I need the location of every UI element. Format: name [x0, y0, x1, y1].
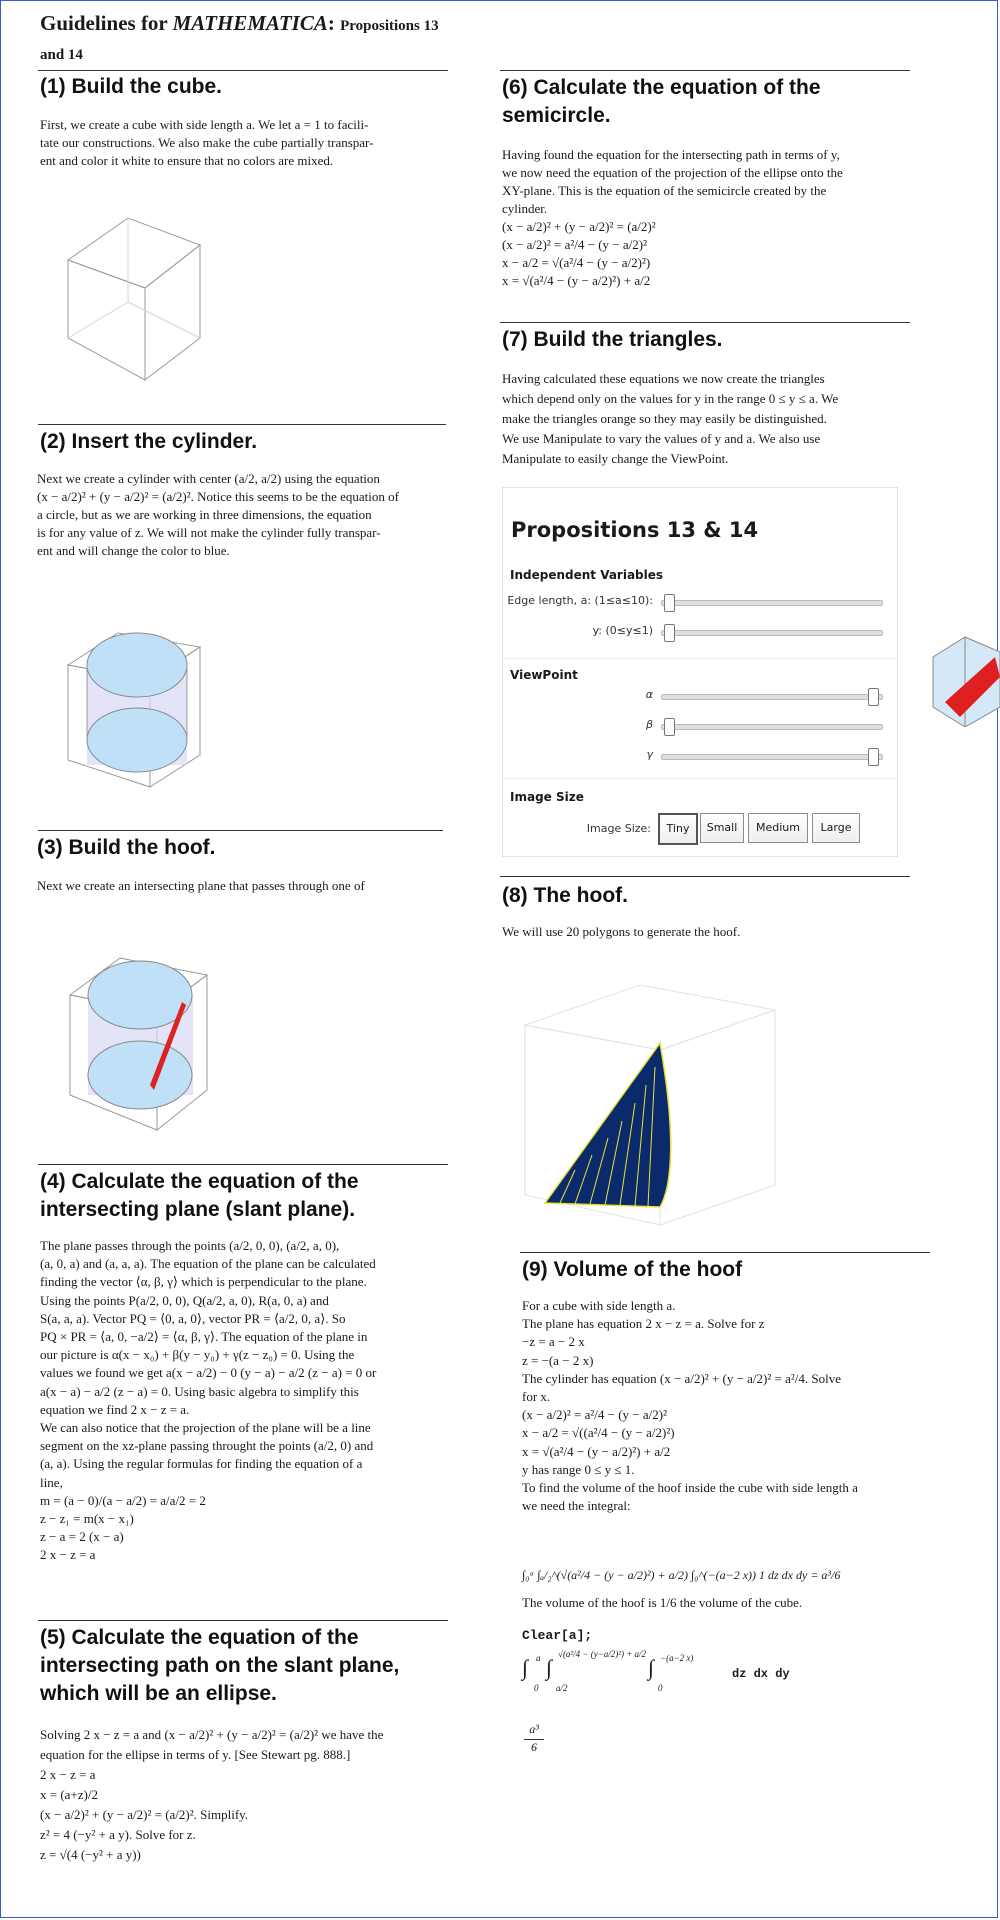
- code-clear-a[interactable]: Clear[a];: [522, 1628, 593, 1643]
- section-9-text: For a cube with side length a. The plane has equation 2 x − z = a. Solve for z −z = a − 2 x z = −(a − 2 x) The cylinder has equation (x − a/2)² + (y − a/2)² = a²/4. Solve for x. (x − a/2)² = a²/4 − (y − a/2)² x − a/2 = √((a²/4 − (y − a/2)²) x = √(a²/4 − (y − a/2)²) + a/2 y has range 0 ≤ y ≤ 1. To find the volume of the hoof inside the cube with side length a we need the integral:: [522, 1298, 858, 1514]
- section-divider: [500, 876, 910, 877]
- panel-title: Propositions 13 & 14: [511, 518, 759, 542]
- document-title: Guidelines for MATHEMATICA: Propositions 13 and 14: [40, 11, 439, 63]
- section-divider: [520, 1252, 930, 1253]
- alpha-slider[interactable]: [661, 694, 883, 700]
- hoof-volume-plot: [520, 975, 780, 1230]
- section-7-heading: (7) Build the triangles.: [502, 328, 723, 351]
- section-5-heading: (5) Calculate the equation of the intersecting path on the slant plane, which will be an ellipse.: [40, 1626, 400, 1705]
- gamma-slider[interactable]: [661, 754, 883, 760]
- section-4-text: The plane passes through the points (a/2, 0, 0), (a/2, a, 0), (a, 0, a) and (a, a, a). The equation of the plane can be calculated finding the vector ⟨α, β, γ⟩ which is perpendicular to the plane. Using the points P(a/2, 0, 0), Q(a/2, a, 0), R(a, 0, a) and S(a, a, a). Vector PQ = ⟨0, a, 0⟩, vector PR = ⟨a/2, 0, a⟩. So PQ × PR = ⟨a, 0, −a/2⟩ = ⟨α, β, γ⟩. The equation of the plane in our picture is α(x − x₀) + β(y − y₀) + γ(z − z₀) = 0. Using the values we found we get a(x − a/2) − 0 (y − a) − a/2 (z − a) = 0 or a(x − a) − a/2 (z − a) = 0. Using basic algebra to simplify this equation we find 2 x − z = a. We can also notice that the projection of the plane will be a line segment on the xz-plane passing throught the points (a/2, 0) and (a, a). Using the regular formulas for finding the equation of a line, m = (a − 0)/(a − a/2) = a/a/2 = 2 z − z₁ = m(x − x₁) z − a = 2 (x − a) 2 x − z = a: [40, 1238, 377, 1563]
- preview-cube-icon: [925, 632, 1000, 727]
- section-divider: [38, 1620, 448, 1621]
- beta-label: β: [645, 718, 653, 731]
- slider-thumb[interactable]: [868, 748, 879, 766]
- manipulate-panel: [502, 487, 898, 857]
- section-8-text: We will use 20 polygons to generate the hoof.: [502, 924, 741, 939]
- independent-variables-heading: Independent Variables: [510, 568, 664, 582]
- y-label: y: (0≤y≤1): [592, 624, 653, 637]
- section-divider: [38, 70, 448, 71]
- slider-thumb[interactable]: [868, 688, 879, 706]
- beta-slider[interactable]: [661, 724, 883, 730]
- edge-length-slider[interactable]: [661, 600, 883, 606]
- panel-separator: [503, 778, 897, 779]
- section-2-heading: (2) Insert the cylinder.: [40, 430, 258, 453]
- result-fraction: a³ 6: [524, 1722, 544, 1755]
- section-1-text: First, we create a cube with side length a. We let a = 1 to facili- tate our constructions. We also make the cube partially transpar- ent and color it white to ensure that no colors are mixed.: [40, 117, 374, 168]
- volume-integral: ∫₀ᵃ ∫ₐ/₂^(√(a²/4 − (y − a/2)²) + a/2) ∫₀^(−(a−2 x)) 1 dz dx dy = a³/6: [522, 1568, 841, 1582]
- section-divider: [500, 70, 910, 71]
- section-6-text: Having found the equation for the intersecting path in terms of y, we now need the equation of the projection of the ellipse onto the XY-plane. This is the equation of the semicircle created by the cylinder. (x − a/2)² + (y − a/2)² = (a/2)² (x − a/2)² = a²/4 − (y − a/2)² x − a/2 = √(a²/4 − (y − a/2)²) x = √(a²/4 − (y − a/2)²) + a/2: [502, 147, 843, 288]
- section-5-text: Solving 2 x − z = a and (x − a/2)² + (y − a/2)² = (a/2)² we have the equation for the ellipse in terms of y. [See Stewart pg. 888.] 2 x − z = a x = (a+z)/2 (x − a/2)² + (y − a/2)² = (a/2)². Simplify. z² = 4 (−y² + a y). Solve for z. z = √(4 (−y² + a y)): [40, 1727, 384, 1862]
- alpha-label: α: [645, 688, 653, 701]
- section-8-heading: (8) The hoof.: [502, 884, 628, 907]
- wireframe-cube-icon: [60, 210, 210, 385]
- section-divider: [38, 1164, 448, 1165]
- viewpoint-heading: ViewPoint: [510, 668, 578, 682]
- image-size-heading: Image Size: [510, 790, 584, 804]
- section-9-heading: (9) Volume of the hoof: [522, 1258, 743, 1281]
- hoof-plot-icon: [62, 950, 217, 1135]
- section-divider: [500, 322, 910, 323]
- section-3-heading: (3) Build the hoof.: [37, 836, 216, 859]
- section-1-heading: (1) Build the cube.: [40, 75, 223, 98]
- edge-length-label: Edge length, a: (1≤a≤10):: [507, 594, 653, 607]
- volume-conclusion: The volume of the hoof is 1/6 the volume of the cube.: [522, 1595, 803, 1610]
- section-3-text: Next we create an intersecting plane that passes through one of: [37, 878, 365, 893]
- slider-thumb[interactable]: [664, 594, 675, 612]
- panel-separator: [503, 658, 897, 659]
- large-button[interactable]: Large: [812, 813, 860, 843]
- medium-button[interactable]: Medium: [748, 813, 808, 843]
- section-divider: [38, 424, 446, 425]
- code-integral[interactable]: ∫ a 0 ∫ √(a²/4 − (y−a/2)²) + a/2 a/2 ∫ −(a−2 x) 0 dz dx dy: [522, 1649, 790, 1693]
- image-size-label: Image Size:: [586, 822, 651, 835]
- section-6-heading: (6) Calculate the equation of the semicircle.: [502, 76, 821, 127]
- image-size-buttons: [658, 813, 888, 845]
- tiny-button[interactable]: Tiny: [658, 813, 698, 845]
- slider-thumb[interactable]: [664, 624, 675, 642]
- section-7-text: Having calculated these equations we now create the triangles which depend only on the values for y in the range 0 ≤ y ≤ a. We make the triangles orange so they may easily be distinguished. We use Manipulate to vary the values of y and a. We also use Manipulate to easily change the ViewPoint.: [502, 371, 839, 466]
- section-divider: [38, 830, 443, 831]
- slider-thumb[interactable]: [664, 718, 675, 736]
- gamma-label: γ: [646, 748, 653, 761]
- y-slider[interactable]: [661, 630, 883, 636]
- cube-with-cylinder-icon: [60, 625, 210, 795]
- small-button[interactable]: Small: [700, 813, 744, 843]
- section-4-heading: (4) Calculate the equation of the intersecting plane (slant plane).: [40, 1170, 359, 1221]
- section-2-text: Next we create a cylinder with center (a/2, a/2) using the equation (x − a/2)² + (y − a/2)² = (a/2)². Notice this seems to be the equation of a circle, but as we are working in three dimensions, the equation is for any value of z. We will not make the cylinder fully transpar- ent and will change the color to blue.: [37, 471, 399, 558]
